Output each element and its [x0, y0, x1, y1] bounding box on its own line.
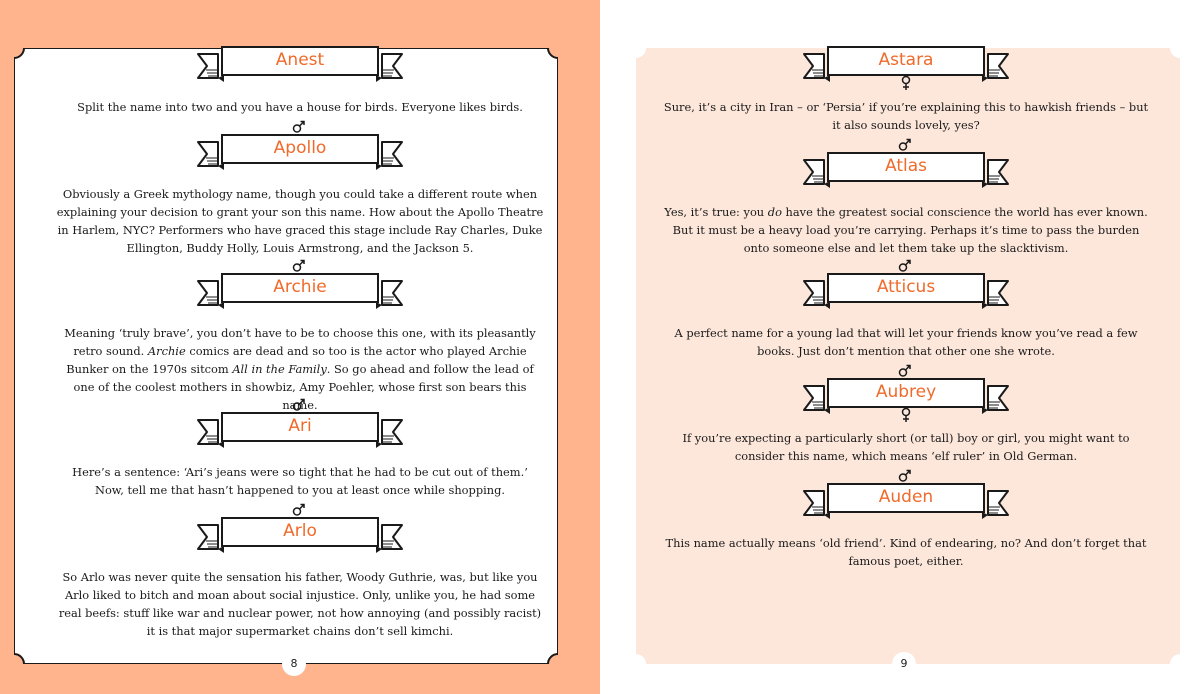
name-title: Ari [288, 416, 312, 436]
name-title: Apollo [273, 138, 327, 158]
name-title: Arlo [283, 521, 317, 541]
male-symbol-icon [291, 120, 309, 134]
male-symbol-icon [291, 259, 309, 273]
name-title: Atlas [885, 156, 927, 176]
name-description: So Arlo was never quite the sensation his father, Woody Guthrie, was, but like you Arlo liked to bitch and moan about social injustice. Only, unlike you, he had some real beefs: stuff like war and nuclear power, not how annoying (and possibly racist) it is that major supermarket chains don’t sell kimchi. [58, 570, 542, 638]
page-number: 9 [892, 652, 916, 676]
male-symbol-icon [897, 469, 915, 483]
male-symbol-icon [897, 259, 915, 273]
female-symbol-icon [899, 407, 913, 423]
name-description: Here’s a sentence: ‘Ari’s jeans were so tight that he had to be cut out of them.’ Now, tell me that hasn’t happened to you at least once while shopping. [72, 465, 528, 497]
male-symbol-icon [897, 364, 915, 378]
name-title: Atticus [876, 277, 936, 297]
page-number: 8 [282, 652, 306, 676]
name-description: A perfect name for a young lad that will let your friends know you’ve read a few books. Just don’t mention that other one she wrote. [674, 326, 1138, 358]
name-description: Split the name into two and you have a house for birds. Everyone likes birds. [77, 100, 523, 114]
name-description: Meaning ‘truly brave’, you don’t have to be to choose this one, with its pleasantly retro sound. Archie comics are dead and so too is the actor who played Archie Bunker on the 1970s sitcom All in the Family. So go ahead and follow the lead of one of the coolest mothers in showbiz, Amy Poehler, whose first son bears this name. [64, 326, 536, 412]
name-title: Anest [275, 50, 325, 70]
name-title: Astara [878, 50, 934, 70]
name-description: If you’re expecting a particularly short (or tall) boy or girl, you might want to consider this name, which means ‘elf ruler’ in Old German. [682, 431, 1130, 463]
right-page [600, 0, 1200, 694]
name-title: Auden [878, 487, 934, 507]
name-title: Aubrey [875, 382, 937, 402]
name-description: This name actually means ‘old friend’. Kind of endearing, no? And don’t forget that famous poet, either. [665, 536, 1147, 568]
name-description: Sure, it’s a city in Iran – or ‘Persia’ if you’re explaining this to hawkish friends – but it also sounds lovely, yes? [663, 100, 1149, 132]
male-symbol-icon [897, 138, 915, 152]
male-symbol-icon [291, 398, 309, 412]
name-title: Archie [273, 277, 327, 297]
female-symbol-icon [899, 75, 913, 91]
name-description: Yes, it’s true: you do have the greatest social conscience the world has ever known. But it must be a heavy load you’re carrying. Perhaps it’s time to pass the burden onto someone else and let them take up the slacktivism. [664, 205, 1148, 255]
male-symbol-icon [291, 503, 309, 517]
name-description: Obviously a Greek mythology name, though you could take a different route when explaining your decision to grant your son this name. How about the Apollo Theatre in Harlem, NYC? Performers who have graced this stage include Ray Charles, Duke Ellington, Buddy Holly, Louis Armstrong, and the Jackson 5. [56, 187, 544, 255]
